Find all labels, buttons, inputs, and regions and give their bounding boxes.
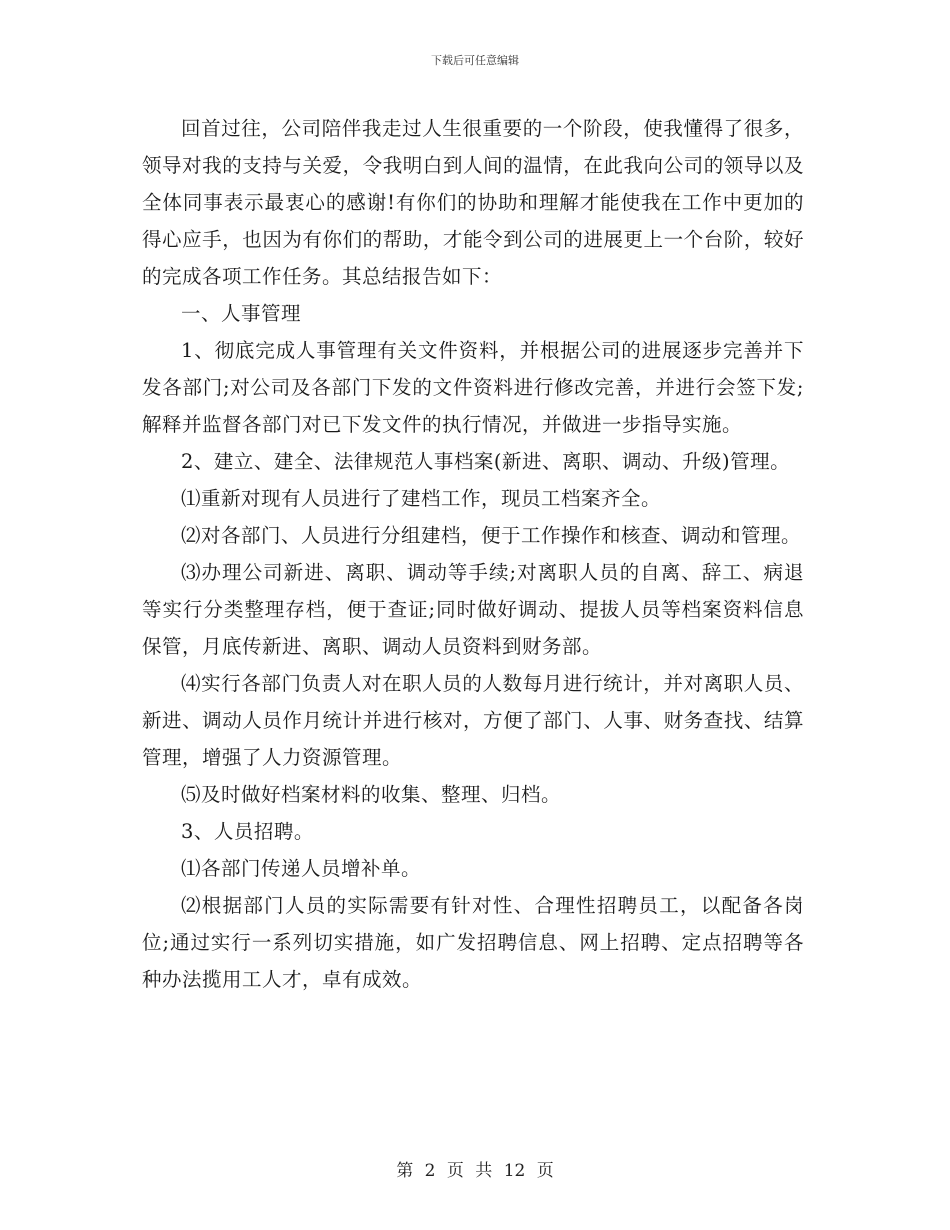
- section-heading-hr-management: 一、人事管理: [181, 302, 302, 325]
- paragraph-subitem-5: ⑸及时做好档案材料的收集、整理、归档。: [181, 783, 562, 806]
- paragraph-item-1: 1、彻底完成人事管理有关文件资料，并根据公司的进展逐步完善并下发各部门;对公司及各部门下发的文件资料进行修改完善，并进行会签下发;解释并监督各部门对已下发文件的执行情况，并做进一步指导实施。: [142, 339, 804, 436]
- page-number-footer: 第 2 页 共 12 页: [396, 1161, 554, 1181]
- document-body: [142, 110, 804, 998]
- paragraph-recruit-subitem-1: ⑴各部门传递人员增补单。: [181, 857, 422, 880]
- paragraph-recruit-subitem-2: ⑵根据部门人员的实际需要有针对性、合理性招聘员工，以配备各岗位;通过实行一系列切实措施，如广发招聘信息、网上招聘、定点招聘等各种办法揽用工人才，卓有成效。: [142, 894, 804, 991]
- paragraph-intro: 回首过往，公司陪伴我走过人生很重要的一个阶段，使我懂得了很多，领导对我的支持与关爱，令我明白到人间的温情，在此我向公司的领导以及全体同事表示最衷心的感谢!有你们的协助和理解才能使我在工作中更加的得心应手，也因为有你们的帮助，才能令到公司的进展更上一个台阶，较好的完成各项工作任务。其总结报告如下：: [142, 117, 804, 288]
- paragraph-subitem-3: ⑶办理公司新进、离职、调动等手续;对离职人员的自离、辞工、病退等实行分类整理存档，便于查证;同时做好调动、提拔人员等档案资料信息保管，月底传新进、离职、调动人员资料到财务部。: [142, 561, 804, 658]
- paragraph-subitem-1: ⑴重新对现有人员进行了建档工作，现员工档案齐全。: [181, 487, 662, 510]
- paragraph-subitem-4: ⑷实行各部门负责人对在职人员的人数每月进行统计，并对离职人员、新进、调动人员作月统计并进行核对，方便了部门、人事、财务查找、结算管理，增强了人力资源管理。: [142, 672, 804, 769]
- paragraph-item-3: 3、人员招聘。: [181, 820, 314, 843]
- paragraph-subitem-2: ⑵对各部门、人员进行分组建档，便于工作操作和核查、调动和管理。: [181, 524, 802, 547]
- page-header: 下载后可任意编辑: [431, 54, 519, 67]
- paragraph-item-2: 2、建立、建全、法律规范人事档案(新进、离职、调动、升级)管理。: [181, 450, 791, 473]
